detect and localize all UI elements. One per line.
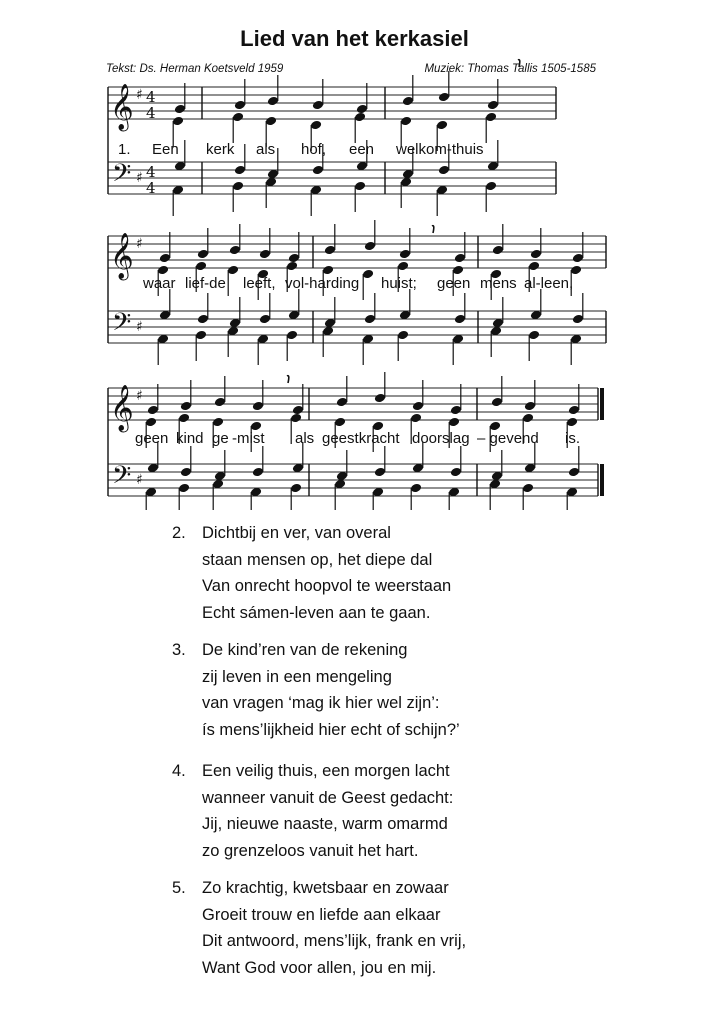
lyric-syllable: een bbox=[349, 141, 375, 158]
lyric-syllable: -mist bbox=[232, 430, 265, 447]
stanza-line: ís mens’lijkheid hier echt of schijn?’ bbox=[202, 720, 460, 739]
stanza-line: wanneer vanuit de Geest gedacht: bbox=[202, 788, 454, 807]
bass-clef-icon: 𝄢 bbox=[112, 461, 132, 496]
lyric-syllable: leeft, bbox=[243, 275, 276, 292]
key-signature-sharp-icon: ♯ bbox=[136, 170, 143, 186]
stanza-number: 4. bbox=[172, 762, 186, 780]
time-signature: 4 bbox=[146, 179, 156, 197]
time-signature: 4 bbox=[146, 104, 156, 122]
lyric-syllable: is. bbox=[565, 430, 580, 447]
time-signature: 4 bbox=[146, 163, 156, 181]
lyric-syllable: kerk bbox=[206, 141, 235, 158]
key-signature-sharp-icon: ♯ bbox=[136, 236, 143, 252]
treble-clef-icon: 𝄞 bbox=[110, 385, 134, 431]
lyric-syllable: – gevend bbox=[477, 430, 539, 447]
stanza-line: Een veilig thuis, een morgen lacht bbox=[202, 762, 450, 780]
stanza-line: Dichtbij en ver, van overal bbox=[202, 524, 391, 542]
stanza-number: 5. bbox=[172, 879, 186, 897]
stanza-number: 3. bbox=[172, 641, 186, 659]
stanza-line: van vragen ‘mag ik hier wel zijn’: bbox=[202, 694, 440, 712]
lyric-syllable: ge bbox=[212, 430, 229, 447]
lyric-syllable: kind bbox=[176, 430, 204, 447]
stanza-line: Echt sámen-leven aan te gaan. bbox=[202, 603, 431, 622]
lyric-syllable: doorslag bbox=[412, 430, 470, 447]
lyric-syllable: Een bbox=[152, 141, 179, 158]
lyricist-credit: Tekst: Ds. Herman Koetsveld 1959 bbox=[106, 63, 284, 75]
stanza-line: Groeit trouw en liefde aan elkaar bbox=[202, 905, 441, 924]
lyric-syllable: geestkracht bbox=[322, 430, 400, 447]
time-signature: 4 bbox=[146, 88, 156, 106]
breath-mark bbox=[432, 226, 434, 233]
lyric-syllable: geen bbox=[437, 275, 471, 292]
stanza-number: 2. bbox=[172, 524, 186, 542]
stanza-line: zij leven in een mengeling bbox=[202, 667, 392, 686]
stanza-line: Jij, nieuwe naaste, warm omarmd bbox=[202, 815, 448, 833]
lyric-syllable: waar bbox=[143, 275, 176, 292]
key-signature-sharp-icon: ♯ bbox=[136, 319, 143, 335]
lyric-syllable: huist; bbox=[381, 275, 417, 292]
composer-credit: Muziek: Thomas Tallis 1505-1585 bbox=[424, 63, 596, 75]
lyric-syllable: als bbox=[295, 430, 315, 447]
stanza-line: staan mensen op, het diepe dal bbox=[202, 550, 433, 569]
stanza-line: Want God voor allen, jou en mij. bbox=[202, 958, 437, 977]
song-title: Lied van het kerkasiel bbox=[240, 26, 469, 51]
lyric-syllable: hof, bbox=[301, 141, 327, 158]
lyric-syllable: lief-de bbox=[185, 275, 226, 292]
key-signature-sharp-icon: ♯ bbox=[136, 472, 143, 488]
bass-clef-icon: 𝄢 bbox=[112, 159, 132, 194]
stanza-line: Van onrecht hoopvol te weerstaan bbox=[202, 577, 452, 595]
treble-clef-icon: 𝄞 bbox=[110, 84, 134, 130]
lyric-syllable: vol-harding bbox=[285, 275, 360, 292]
breath-mark bbox=[518, 60, 520, 67]
stanza-line: Dit antwoord, mens’lijk, frank en vrij, bbox=[202, 932, 467, 950]
stanza-line: Zo krachtig, kwetsbaar en zowaar bbox=[202, 879, 449, 897]
bass-clef-icon: 𝄢 bbox=[112, 308, 132, 343]
lyric-syllable: 1. bbox=[118, 141, 131, 158]
treble-clef-icon: 𝄞 bbox=[110, 233, 134, 279]
lyric-syllable: al-leen, bbox=[524, 275, 574, 292]
key-signature-sharp-icon: ♯ bbox=[136, 87, 143, 103]
key-signature-sharp-icon: ♯ bbox=[136, 388, 143, 404]
stanza-line: zo grenzeloos vanuit het hart. bbox=[202, 841, 419, 860]
lyric-syllable: mens bbox=[480, 275, 517, 292]
lyric-syllable: geen bbox=[135, 430, 169, 447]
breath-mark bbox=[287, 376, 289, 383]
lyric-syllable: als bbox=[256, 141, 276, 158]
lyric-syllable: welkom-thuis bbox=[396, 141, 484, 158]
stanza-line: De kind’ren van de rekening bbox=[202, 641, 408, 659]
